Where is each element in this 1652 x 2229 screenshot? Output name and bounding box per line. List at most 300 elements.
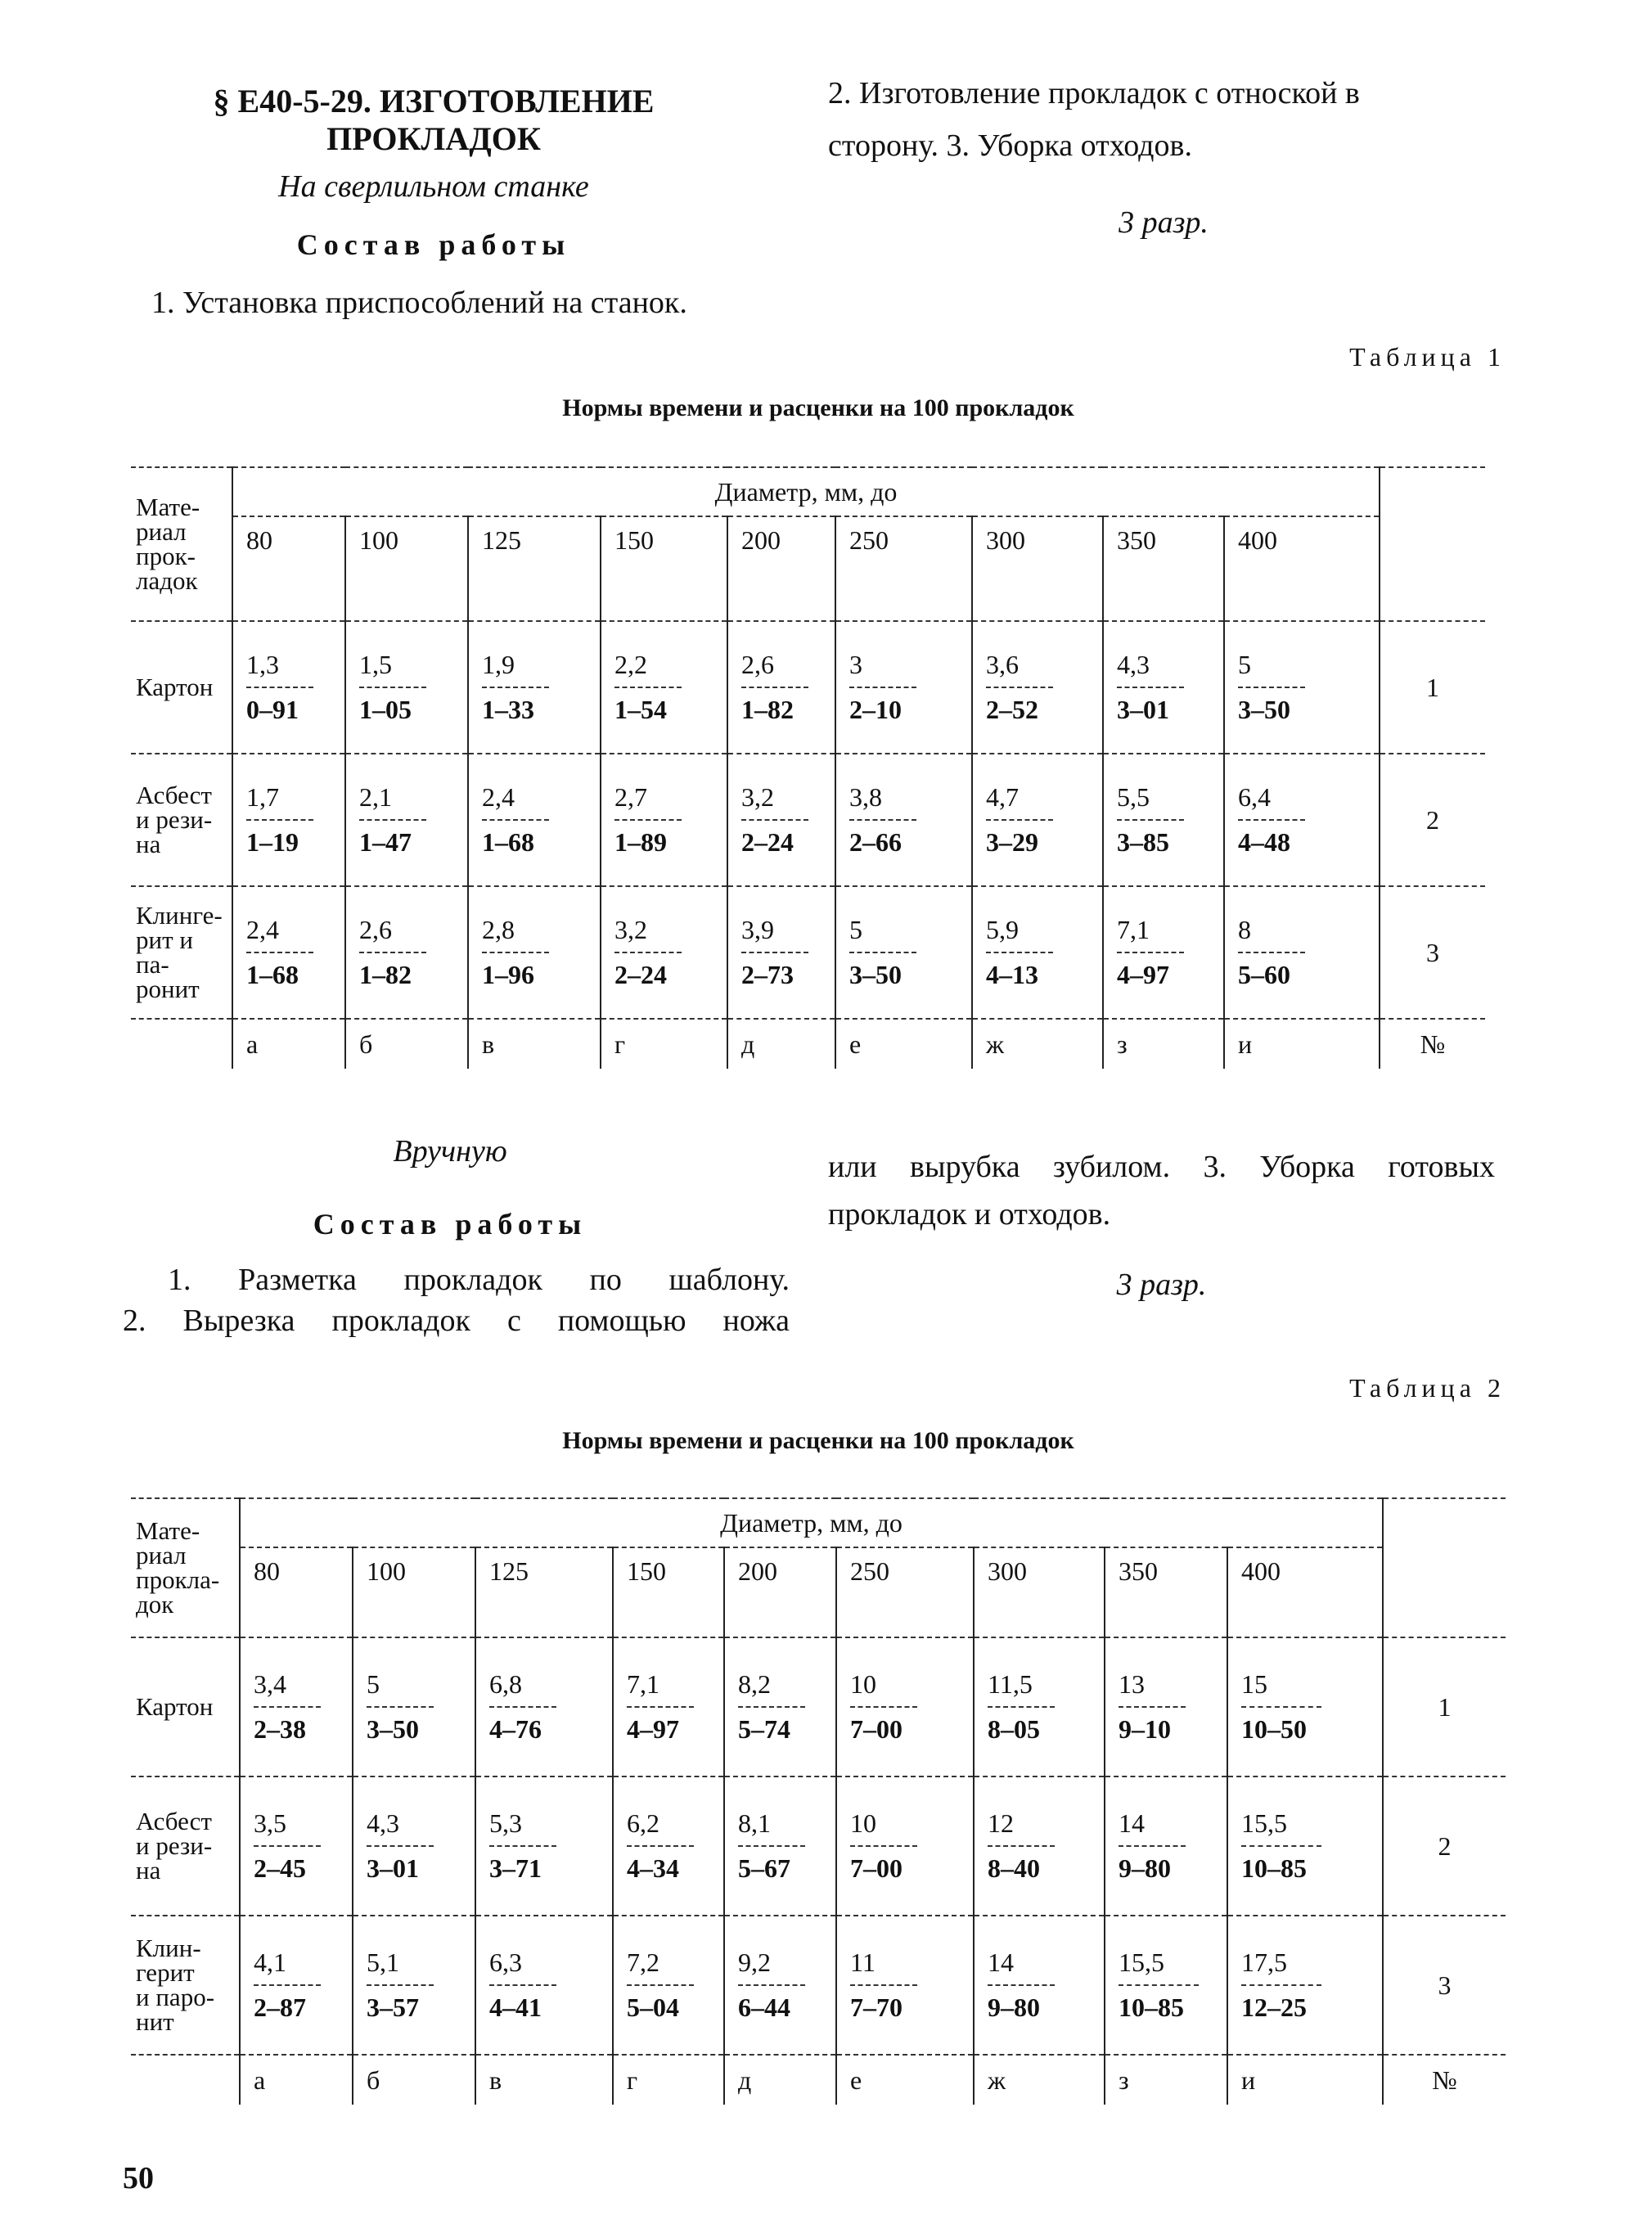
rate-value: 1–19 bbox=[246, 819, 313, 858]
rate-value: 3–71 bbox=[489, 1845, 556, 1884]
time-norm: 3,5 bbox=[254, 1808, 286, 1838]
value-cell bbox=[1227, 1916, 1383, 2055]
diameter-header: Диаметр, мм, до bbox=[232, 467, 1380, 516]
value-cell bbox=[240, 1637, 353, 1776]
table-row bbox=[131, 1776, 1506, 1916]
time-norm: 13 bbox=[1119, 1669, 1145, 1699]
row-number: 3 bbox=[1380, 886, 1485, 1019]
norm-fraction bbox=[1241, 1948, 1321, 2023]
row-number: 1 bbox=[1383, 1637, 1506, 1776]
row-number: 2 bbox=[1383, 1776, 1506, 1916]
time-norm: 5 bbox=[849, 915, 862, 944]
value-cell bbox=[240, 1776, 353, 1916]
material-line: Картон bbox=[136, 673, 214, 701]
norm-fraction bbox=[482, 915, 549, 990]
material-line: Асбест bbox=[136, 1807, 212, 1835]
time-norm: 9,2 bbox=[738, 1948, 771, 1977]
rate-value: 0–91 bbox=[246, 687, 313, 725]
time-norm: 3 bbox=[849, 650, 862, 679]
time-norm: 15,5 bbox=[1119, 1948, 1164, 1977]
time-norm: 8,1 bbox=[738, 1808, 771, 1838]
time-norm: 1,9 bbox=[482, 650, 515, 679]
time-norm: 5 bbox=[1238, 650, 1251, 679]
time-norm: 3,6 bbox=[986, 650, 1019, 679]
column-letter: е bbox=[835, 1019, 972, 1069]
material-header-line: ладок bbox=[136, 566, 198, 595]
value-cell bbox=[1103, 886, 1224, 1019]
rate-value: 3–50 bbox=[1238, 687, 1305, 725]
subtitle-machine: На сверлильном станке bbox=[278, 169, 589, 204]
norm-fraction bbox=[627, 1808, 694, 1884]
norm-fraction bbox=[988, 1669, 1055, 1745]
rate-value: 2–38 bbox=[254, 1706, 321, 1745]
page-number: 50 bbox=[123, 2161, 154, 2195]
time-norm: 7,1 bbox=[627, 1669, 659, 1699]
number-header-cell bbox=[1383, 1498, 1506, 1637]
time-norm: 8,2 bbox=[738, 1669, 771, 1699]
column-letter: и bbox=[1224, 1019, 1380, 1069]
diameter-cell: 300 bbox=[974, 1547, 1105, 1637]
diameter-cell: 150 bbox=[601, 516, 727, 621]
number-label: № bbox=[1383, 2055, 1506, 2105]
diameter-cell: 80 bbox=[240, 1547, 353, 1637]
norms-table-2 bbox=[131, 1497, 1506, 2105]
value-cell bbox=[972, 621, 1103, 754]
grade-2: 3 разр. bbox=[1116, 1268, 1207, 1302]
norm-fraction bbox=[489, 1948, 556, 2023]
time-norm: 3,9 bbox=[741, 915, 774, 944]
diameter-cell: 250 bbox=[836, 1547, 974, 1637]
time-norm: 5,5 bbox=[1117, 782, 1150, 812]
material-cell bbox=[131, 1637, 240, 1776]
row-number: 1 bbox=[1380, 621, 1485, 754]
column-letter: ж bbox=[974, 2055, 1105, 2105]
rate-value: 1–33 bbox=[482, 687, 549, 725]
time-norm: 15 bbox=[1241, 1669, 1267, 1699]
material-header-line: риал bbox=[136, 1541, 187, 1569]
rate-value: 2–10 bbox=[849, 687, 916, 725]
diameter-cell: 200 bbox=[724, 1547, 836, 1637]
material-line: Клинге- bbox=[136, 901, 223, 930]
time-norm: 5,9 bbox=[986, 915, 1019, 944]
value-cell bbox=[974, 1916, 1105, 2055]
value-cell bbox=[353, 1776, 475, 1916]
rate-value: 9–80 bbox=[988, 1984, 1055, 2023]
norm-fraction bbox=[482, 650, 549, 725]
value-cell bbox=[353, 1637, 475, 1776]
time-norm: 14 bbox=[1119, 1808, 1145, 1838]
time-norm: 5,1 bbox=[367, 1948, 399, 1977]
column-letter: ж bbox=[972, 1019, 1103, 1069]
letter-row-blank bbox=[131, 1019, 232, 1069]
norm-fraction bbox=[988, 1948, 1055, 2023]
rate-value: 7–70 bbox=[850, 1984, 917, 2023]
time-norm: 15,5 bbox=[1241, 1808, 1287, 1838]
norm-fraction bbox=[1119, 1948, 1199, 2023]
table-row bbox=[131, 621, 1485, 754]
time-norm: 5,3 bbox=[489, 1808, 522, 1838]
time-norm: 2,7 bbox=[614, 782, 647, 812]
rate-value: 3–01 bbox=[367, 1845, 434, 1884]
value-cell bbox=[835, 621, 972, 754]
time-norm: 4,7 bbox=[986, 782, 1019, 812]
time-norm: 2,2 bbox=[614, 650, 647, 679]
norm-fraction bbox=[254, 1948, 321, 2023]
section-title-line2: ПРОКЛАДОК bbox=[326, 120, 541, 157]
value-cell bbox=[836, 1637, 974, 1776]
value-cell bbox=[974, 1637, 1105, 1776]
rate-value: 2–24 bbox=[741, 819, 808, 858]
rate-value: 2–24 bbox=[614, 952, 682, 990]
table-row bbox=[131, 1916, 1506, 2055]
diameter-cell: 125 bbox=[468, 516, 601, 621]
time-norm: 10 bbox=[850, 1669, 876, 1699]
norm-fraction bbox=[359, 782, 426, 858]
letter-row-blank bbox=[131, 2055, 240, 2105]
column-letter: в bbox=[468, 1019, 601, 1069]
diameter-cell: 125 bbox=[475, 1547, 613, 1637]
time-norm: 2,6 bbox=[359, 915, 392, 944]
material-header-line: риал bbox=[136, 517, 187, 546]
number-header-cell bbox=[1380, 467, 1485, 621]
value-cell bbox=[1103, 621, 1224, 754]
time-norm: 11,5 bbox=[988, 1669, 1033, 1699]
norm-fraction bbox=[849, 782, 916, 858]
table2-label: Таблица 2 bbox=[1349, 1373, 1506, 1403]
value-cell bbox=[1227, 1776, 1383, 1916]
norm-fraction bbox=[1117, 915, 1184, 990]
norm-fraction bbox=[614, 915, 682, 990]
table-row bbox=[131, 886, 1485, 1019]
norm-fraction bbox=[367, 1808, 434, 1884]
value-cell bbox=[232, 754, 345, 886]
column-letter: з bbox=[1103, 1019, 1224, 1069]
rate-value: 3–57 bbox=[367, 1984, 434, 2023]
time-norm: 12 bbox=[988, 1808, 1014, 1838]
rate-value: 9–80 bbox=[1119, 1845, 1186, 1884]
norm-fraction bbox=[850, 1669, 917, 1745]
value-cell bbox=[345, 621, 468, 754]
work2-line2: 2. Вырезка прокладок с помощью ножа bbox=[123, 1304, 790, 1338]
norm-fraction bbox=[254, 1669, 321, 1745]
rate-value: 10–85 bbox=[1119, 1984, 1199, 2023]
norm-fraction bbox=[627, 1669, 694, 1745]
column-letter: б bbox=[345, 1019, 468, 1069]
time-norm: 7,2 bbox=[627, 1948, 659, 1977]
rate-value: 4–48 bbox=[1238, 819, 1305, 858]
material-cell bbox=[131, 754, 232, 886]
norm-fraction bbox=[738, 1948, 805, 2023]
work2-line3: или вырубка зубилом. 3. Уборка готовых bbox=[828, 1150, 1495, 1184]
work-heading-2: Состав работы bbox=[313, 1208, 587, 1241]
norm-fraction bbox=[367, 1669, 434, 1745]
norm-fraction bbox=[986, 915, 1053, 990]
norm-fraction bbox=[367, 1948, 434, 2023]
column-letter: а bbox=[240, 2055, 353, 2105]
rate-value: 7–00 bbox=[850, 1706, 917, 1745]
number-label: № bbox=[1380, 1019, 1485, 1069]
norm-fraction bbox=[849, 650, 916, 725]
material-cell bbox=[131, 1916, 240, 2055]
value-cell bbox=[727, 886, 835, 1019]
subtitle-manual: Вручную bbox=[393, 1134, 507, 1169]
material-cell bbox=[131, 621, 232, 754]
rate-value: 1–68 bbox=[482, 819, 549, 858]
norm-fraction bbox=[246, 782, 313, 858]
norm-fraction bbox=[1119, 1669, 1186, 1745]
material-line: и паро- bbox=[136, 1983, 215, 2011]
rate-value: 1–05 bbox=[359, 687, 426, 725]
table1-label: Таблица 1 bbox=[1349, 342, 1506, 372]
value-cell bbox=[232, 886, 345, 1019]
norm-fraction bbox=[738, 1669, 805, 1745]
value-cell bbox=[1105, 1916, 1227, 2055]
time-norm: 1,5 bbox=[359, 650, 392, 679]
diameter-cell: 250 bbox=[835, 516, 972, 621]
column-letter: д bbox=[727, 1019, 835, 1069]
value-cell bbox=[475, 1916, 613, 2055]
time-norm: 4,1 bbox=[254, 1948, 286, 1977]
time-norm: 3,8 bbox=[849, 782, 882, 812]
norm-fraction bbox=[741, 915, 808, 990]
value-cell bbox=[835, 886, 972, 1019]
column-letter: а bbox=[232, 1019, 345, 1069]
diameter-cell: 350 bbox=[1103, 516, 1224, 621]
material-line: ронит bbox=[136, 975, 200, 1003]
rate-value: 9–10 bbox=[1119, 1706, 1186, 1745]
value-cell bbox=[468, 754, 601, 886]
value-cell bbox=[1105, 1776, 1227, 1916]
material-cell bbox=[131, 1776, 240, 1916]
material-header-line: Мате- bbox=[136, 1516, 200, 1545]
norm-fraction bbox=[850, 1808, 917, 1884]
norm-fraction bbox=[849, 915, 916, 990]
table-row bbox=[131, 754, 1485, 886]
rate-value: 1–82 bbox=[359, 952, 426, 990]
norm-fraction bbox=[246, 915, 313, 990]
diameter-cell: 100 bbox=[345, 516, 468, 621]
norm-fraction bbox=[1119, 1808, 1186, 1884]
value-cell bbox=[475, 1776, 613, 1916]
diameter-cell: 350 bbox=[1105, 1547, 1227, 1637]
value-cell bbox=[972, 754, 1103, 886]
material-line: Картон bbox=[136, 1692, 214, 1721]
table-row bbox=[131, 1637, 1506, 1776]
rate-value: 7–00 bbox=[850, 1845, 917, 1884]
norm-fraction bbox=[986, 782, 1053, 858]
time-norm: 1,3 bbox=[246, 650, 279, 679]
column-letter: г bbox=[613, 2055, 724, 2105]
table1-caption: Нормы времени и расценки на 100 прокладок bbox=[562, 394, 1074, 421]
value-cell bbox=[613, 1776, 724, 1916]
time-norm: 6,4 bbox=[1238, 782, 1271, 812]
column-letter: и bbox=[1227, 2055, 1383, 2105]
rate-value: 5–74 bbox=[738, 1706, 805, 1745]
rate-value: 3–01 bbox=[1117, 687, 1184, 725]
time-norm: 4,3 bbox=[367, 1808, 399, 1838]
row-number: 3 bbox=[1383, 1916, 1506, 2055]
value-cell bbox=[724, 1637, 836, 1776]
time-norm: 14 bbox=[988, 1948, 1014, 1977]
diameter-cell: 80 bbox=[232, 516, 345, 621]
value-cell bbox=[727, 621, 835, 754]
value-cell bbox=[724, 1776, 836, 1916]
time-norm: 6,3 bbox=[489, 1948, 522, 1977]
diameter-cell: 150 bbox=[613, 1547, 724, 1637]
material-line: рит и па- bbox=[136, 925, 193, 979]
rate-value: 4–76 bbox=[489, 1706, 556, 1745]
work1-line2: 2. Изготовление прокладок с отноской в bbox=[828, 76, 1360, 110]
value-cell bbox=[345, 754, 468, 886]
norm-fraction bbox=[614, 782, 682, 858]
value-cell bbox=[601, 621, 727, 754]
work2-line1: 1. Разметка прокладок по шаблону. bbox=[168, 1263, 790, 1297]
material-line: на bbox=[136, 830, 161, 858]
rate-value: 2–52 bbox=[986, 687, 1053, 725]
diameter-cell: 200 bbox=[727, 516, 835, 621]
rate-value: 4–97 bbox=[1117, 952, 1184, 990]
rate-value: 10–85 bbox=[1241, 1845, 1321, 1884]
norm-fraction bbox=[482, 782, 549, 858]
time-norm: 3,2 bbox=[614, 915, 647, 944]
time-norm: 6,8 bbox=[489, 1669, 522, 1699]
time-norm: 1,7 bbox=[246, 782, 279, 812]
material-header-line: прокла- bbox=[136, 1565, 220, 1594]
rate-value: 3–85 bbox=[1117, 819, 1184, 858]
norm-fraction bbox=[741, 782, 808, 858]
diameter-cell: 400 bbox=[1224, 516, 1380, 621]
rate-value: 8–40 bbox=[988, 1845, 1055, 1884]
value-cell bbox=[727, 754, 835, 886]
value-cell bbox=[240, 1916, 353, 2055]
norm-fraction bbox=[1241, 1669, 1321, 1745]
rate-value: 2–87 bbox=[254, 1984, 321, 2023]
norm-fraction bbox=[489, 1808, 556, 1884]
work1-line3: сторону. 3. Уборка отходов. bbox=[828, 128, 1192, 163]
rate-value: 1–96 bbox=[482, 952, 549, 990]
norm-fraction bbox=[1117, 650, 1184, 725]
table2-caption: Нормы времени и расценки на 100 прокладок bbox=[562, 1427, 1074, 1454]
time-norm: 2,6 bbox=[741, 650, 774, 679]
value-cell bbox=[601, 886, 727, 1019]
value-cell bbox=[1224, 754, 1380, 886]
time-norm: 11 bbox=[850, 1948, 876, 1977]
value-cell bbox=[1227, 1637, 1383, 1776]
value-cell bbox=[232, 621, 345, 754]
value-cell bbox=[835, 754, 972, 886]
norm-fraction bbox=[738, 1808, 805, 1884]
norm-fraction bbox=[1238, 915, 1305, 990]
material-header-line: док bbox=[136, 1590, 174, 1619]
time-norm: 3,2 bbox=[741, 782, 774, 812]
material-header bbox=[131, 467, 232, 621]
diameter-cell: 300 bbox=[972, 516, 1103, 621]
rate-value: 3–50 bbox=[367, 1706, 434, 1745]
material-header bbox=[131, 1498, 240, 1637]
norm-fraction bbox=[359, 650, 426, 725]
material-line: на bbox=[136, 1856, 161, 1885]
material-line: Асбест bbox=[136, 781, 212, 809]
norm-fraction bbox=[741, 650, 808, 725]
rate-value: 2–45 bbox=[254, 1845, 321, 1884]
value-cell bbox=[974, 1776, 1105, 1916]
value-cell bbox=[1103, 754, 1224, 886]
work1-item1: 1. Установка приспособлений на станок. bbox=[151, 286, 687, 320]
rate-value: 12–25 bbox=[1241, 1984, 1321, 2023]
norm-fraction bbox=[986, 650, 1053, 725]
norm-fraction bbox=[614, 650, 682, 725]
time-norm: 5 bbox=[367, 1669, 380, 1699]
material-line: и рези- bbox=[136, 1831, 213, 1860]
rate-value: 5–60 bbox=[1238, 952, 1305, 990]
diameter-header: Диаметр, мм, до bbox=[240, 1498, 1383, 1547]
value-cell bbox=[836, 1776, 974, 1916]
rate-value: 4–13 bbox=[986, 952, 1053, 990]
rate-value: 2–73 bbox=[741, 952, 808, 990]
value-cell bbox=[972, 886, 1103, 1019]
rate-value: 1–89 bbox=[614, 819, 682, 858]
value-cell bbox=[1105, 1637, 1227, 1776]
row-number: 2 bbox=[1380, 754, 1485, 886]
rate-value: 4–97 bbox=[627, 1706, 694, 1745]
rate-value: 4–41 bbox=[489, 1984, 556, 2023]
rate-value: 1–82 bbox=[741, 687, 808, 725]
diameter-cell: 100 bbox=[353, 1547, 475, 1637]
value-cell bbox=[475, 1637, 613, 1776]
time-norm: 17,5 bbox=[1241, 1948, 1287, 1977]
rate-value: 5–04 bbox=[627, 1984, 694, 2023]
material-header-line: прок- bbox=[136, 542, 196, 570]
rate-value: 1–68 bbox=[246, 952, 313, 990]
time-norm: 7,1 bbox=[1117, 915, 1150, 944]
norm-fraction bbox=[1238, 650, 1305, 725]
norm-fraction bbox=[1241, 1808, 1321, 1884]
column-letter: з bbox=[1105, 2055, 1227, 2105]
norm-fraction bbox=[850, 1948, 917, 2023]
material-cell bbox=[131, 886, 232, 1019]
rate-value: 10–50 bbox=[1241, 1706, 1321, 1745]
diameter-cell: 400 bbox=[1227, 1547, 1383, 1637]
value-cell bbox=[468, 886, 601, 1019]
material-line: герит bbox=[136, 1958, 195, 1987]
column-letter: д bbox=[724, 2055, 836, 2105]
rate-value: 6–44 bbox=[738, 1984, 805, 2023]
norm-fraction bbox=[627, 1948, 694, 2023]
value-cell bbox=[613, 1916, 724, 2055]
rate-value: 5–67 bbox=[738, 1845, 805, 1884]
time-norm: 10 bbox=[850, 1808, 876, 1838]
material-line: нит bbox=[136, 2007, 174, 2036]
rate-value: 1–47 bbox=[359, 819, 426, 858]
grade-1: 3 разр. bbox=[1119, 205, 1209, 240]
work-heading-1: Состав работы bbox=[296, 228, 571, 261]
section-title-line1: § Е40-5-29. ИЗГОТОВЛЕНИЕ bbox=[213, 83, 655, 119]
norm-fraction bbox=[1117, 782, 1184, 858]
time-norm: 2,4 bbox=[246, 915, 279, 944]
value-cell bbox=[836, 1916, 974, 2055]
norm-fraction bbox=[246, 650, 313, 725]
column-letter: г bbox=[601, 1019, 727, 1069]
time-norm: 2,4 bbox=[482, 782, 515, 812]
time-norm: 8 bbox=[1238, 915, 1251, 944]
material-line: и рези- bbox=[136, 805, 213, 834]
time-norm: 6,2 bbox=[627, 1808, 659, 1838]
rate-value: 3–29 bbox=[986, 819, 1053, 858]
time-norm: 3,4 bbox=[254, 1669, 286, 1699]
norm-fraction bbox=[489, 1669, 556, 1745]
norms-table-1 bbox=[131, 466, 1485, 1069]
value-cell bbox=[468, 621, 601, 754]
